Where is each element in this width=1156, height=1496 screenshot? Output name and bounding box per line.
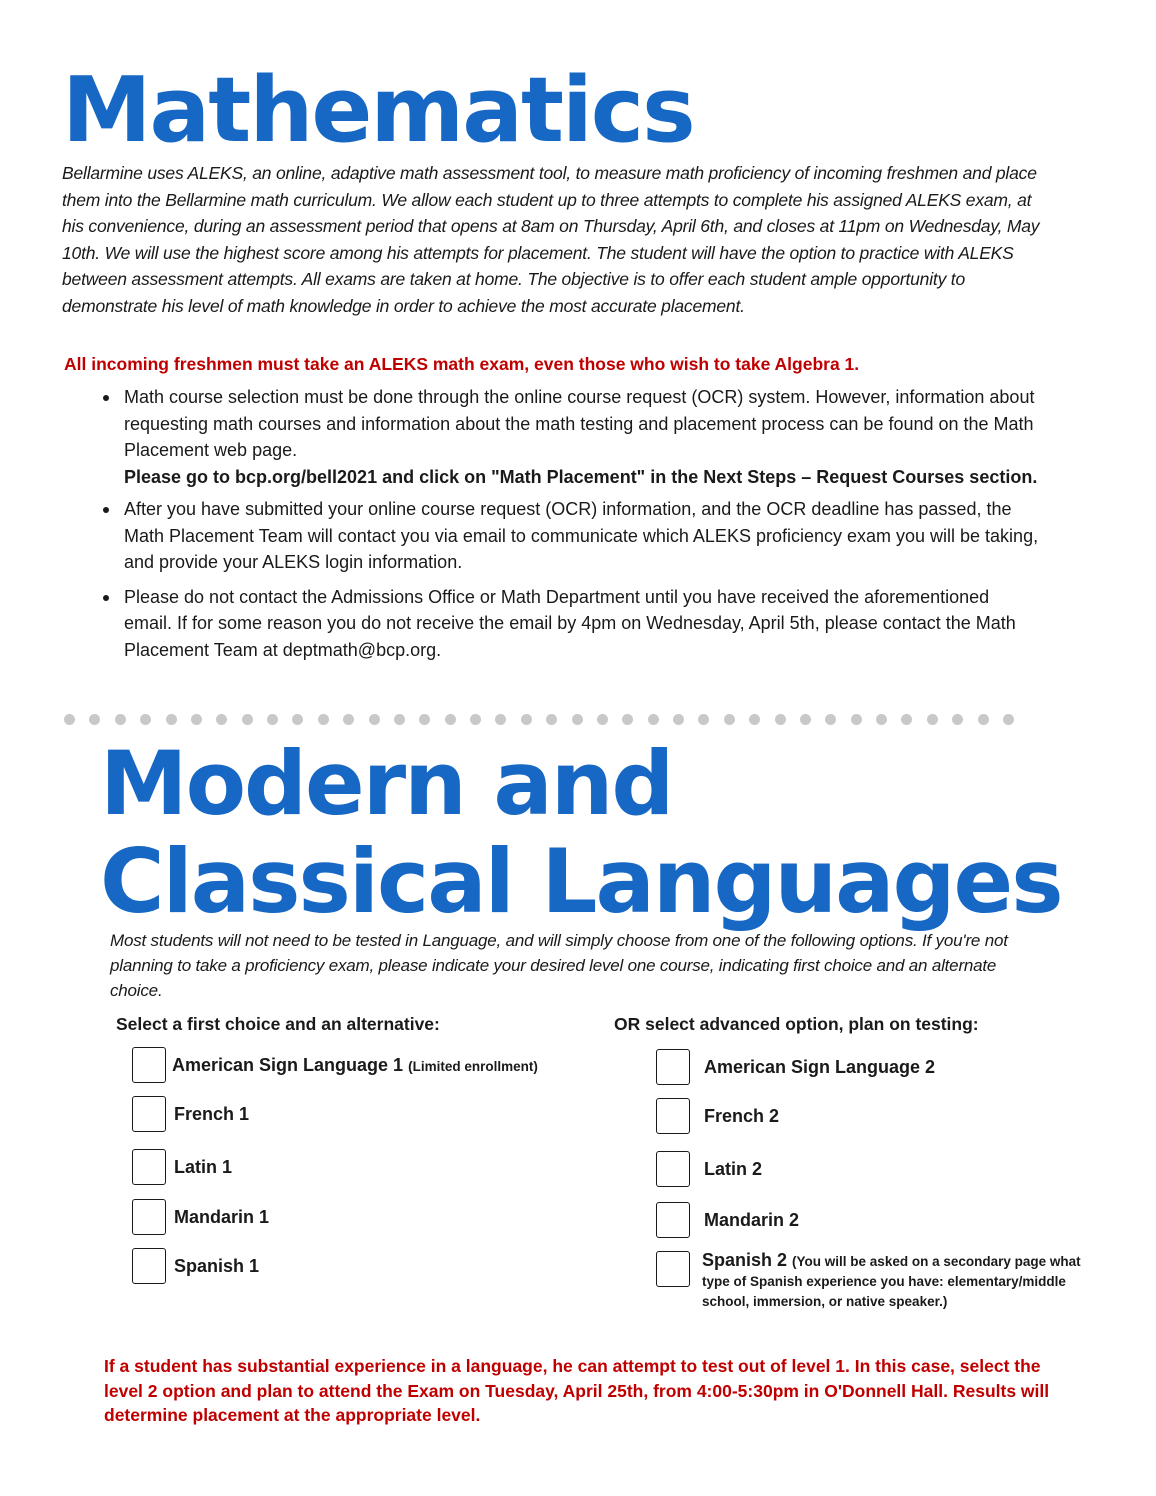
divider-dot (216, 714, 227, 725)
option-label: Spanish 1 (174, 1255, 260, 1276)
checkbox[interactable] (656, 1049, 690, 1085)
math-bullet-item (102, 584, 1042, 664)
divider-dot (546, 714, 557, 725)
checkbox[interactable] (656, 1151, 690, 1187)
option-label: American Sign Language 2 (704, 1056, 936, 1077)
math-bullet-text: Please do not contact the Admissions Office or Math Department until you have received the aforementioned email. If for some reason you do not receive the email by 4pm on Wednesday, April 5th, please contact the Math Placement Team at deptmath@bcp.org. (124, 586, 1016, 660)
option-label (172, 1055, 538, 1076)
divider-dot (267, 714, 278, 725)
option-label-text: Spanish 2 (702, 1250, 788, 1270)
divider-dot (242, 714, 253, 725)
level2-column-heading: OR select advanced option, plan on testing: (614, 1014, 979, 1034)
math-bullet-text: After you have submitted your online course request (OCR) information, and the OCR deadline has passed, the Math Placement Team will contact you via email to communicate which ALEKS proficiency exam you will be taking, and provide your ALEKS login information. (124, 499, 1039, 572)
divider-dot (597, 714, 608, 725)
checkbox[interactable] (132, 1047, 166, 1083)
divider-dot (89, 714, 100, 725)
divider-dot (673, 714, 684, 725)
option-mandarin-1[interactable] (132, 1199, 269, 1235)
checkbox[interactable] (656, 1251, 690, 1287)
option-spanish-2[interactable] (656, 1251, 1092, 1311)
divider-dot (470, 714, 481, 725)
option-note: (You will be asked on a secondary page what type of Spanish experience you have: elementary/middle school, immersion, or native speaker.) (702, 1254, 1081, 1309)
option-label (702, 1251, 1092, 1311)
divider-dot (64, 714, 75, 725)
option-label: Latin 1 (174, 1156, 233, 1177)
option-label: Mandarin 2 (704, 1209, 800, 1230)
languages-intro-paragraph: Most students will not need to be tested in Language, and will simply choose from one of the following options. If you're not planning to take a proficiency exam, please indicate your desired level one course, indicating first choice and an alternate choice. (110, 931, 1008, 1000)
divider-dot (775, 714, 786, 725)
option-spanish-1[interactable] (132, 1248, 259, 1284)
option-label-text: American Sign Language 1 (172, 1054, 404, 1075)
divider-dot (445, 714, 456, 725)
option-label: French 2 (704, 1105, 780, 1126)
divider-dot (851, 714, 862, 725)
math-section-title: Mathematics (62, 58, 694, 163)
checkbox[interactable] (132, 1248, 166, 1284)
math-bullet-item (102, 496, 1042, 576)
language-testing-note: If a student has substantial experience in a language, he can attempt to test out of level 1. In this case, select the level 2 option and plan to attend the Exam on Tuesday, April 25th, from 4:00-5:30pm in O'Donnell Hall. Results will determine placement at the appropriate level. (104, 1356, 1050, 1425)
divider-dot (521, 714, 532, 725)
divider-dot (698, 714, 709, 725)
divider-dot (927, 714, 938, 725)
divider-dot (343, 714, 354, 725)
option-french-2[interactable] (656, 1098, 779, 1134)
math-bullet-list (102, 384, 1042, 663)
checkbox[interactable] (132, 1149, 166, 1185)
divider-dot (876, 714, 887, 725)
checkbox[interactable] (132, 1199, 166, 1235)
divider-dot (419, 714, 430, 725)
checkbox[interactable] (132, 1096, 166, 1132)
divider-dot (952, 714, 963, 725)
checkbox[interactable] (656, 1202, 690, 1238)
math-requirement-warning: All incoming freshmen must take an ALEKS math exam, even those who wish to take Algebra 1. (64, 354, 860, 374)
divider-dot (749, 714, 760, 725)
option-mandarin-2[interactable] (656, 1202, 799, 1238)
divider-dot (572, 714, 583, 725)
divider-dot (1003, 714, 1014, 725)
divider-dot (369, 714, 380, 725)
divider-dot (292, 714, 303, 725)
option-note: (Limited enrollment) (408, 1058, 538, 1074)
divider-dot (622, 714, 633, 725)
languages-title-line-2: Classical Languages (100, 830, 1062, 933)
checkbox[interactable] (656, 1098, 690, 1134)
divider-dot (166, 714, 177, 725)
math-bullet-text: Math course selection must be done through the online course request (OCR) system. However, information about requesting math courses and information about the math testing and placement process can be found on the Math Placement web page. (124, 387, 1035, 460)
divider-dot (901, 714, 912, 725)
math-intro-paragraph: Bellarmine uses ALEKS, an online, adaptive math assessment tool, to measure math proficiency of incoming freshmen and place them into the Bellarmine math curriculum. We allow each student up to three attempts to complete his assigned ALEKS exam, at his convenience, during an assessment period that opens at 8am on Thursday, April 6th, and closes at 11pm on Wednesday, May 10th. We will use the highest score among his attempts for placement. The student will have the option to practice with ALEKS between assessment attempts. All exams are taken at home. The objective is to offer each student ample opportunity to demonstrate his level of math knowledge in order to achieve the most accurate placement. (62, 163, 1040, 316)
math-bullet-item (102, 384, 1042, 490)
option-label: French 1 (174, 1103, 250, 1124)
option-asl-1[interactable] (132, 1047, 538, 1083)
math-placement-instruction: Please go to bcp.org/bell2021 and click on "Math Placement" in the Next Steps – Request Courses section. (124, 466, 1038, 487)
level1-column-heading: Select a first choice and an alternative: (116, 1014, 440, 1034)
divider-dot (724, 714, 735, 725)
divider-dot (495, 714, 506, 725)
dotted-divider (64, 714, 1014, 726)
option-latin-2[interactable] (656, 1151, 762, 1187)
languages-title-line-1: Modern and (100, 732, 673, 835)
divider-dot (191, 714, 202, 725)
divider-dot (318, 714, 329, 725)
divider-dot (140, 714, 151, 725)
divider-dot (648, 714, 659, 725)
option-label: Latin 2 (704, 1158, 763, 1179)
divider-dot (394, 714, 405, 725)
divider-dot (800, 714, 811, 725)
divider-dot (115, 714, 126, 725)
divider-dot (825, 714, 836, 725)
divider-dot (978, 714, 989, 725)
option-french-1[interactable] (132, 1096, 249, 1132)
option-label: Mandarin 1 (174, 1206, 270, 1227)
option-latin-1[interactable] (132, 1149, 232, 1185)
option-asl-2[interactable] (656, 1049, 935, 1085)
